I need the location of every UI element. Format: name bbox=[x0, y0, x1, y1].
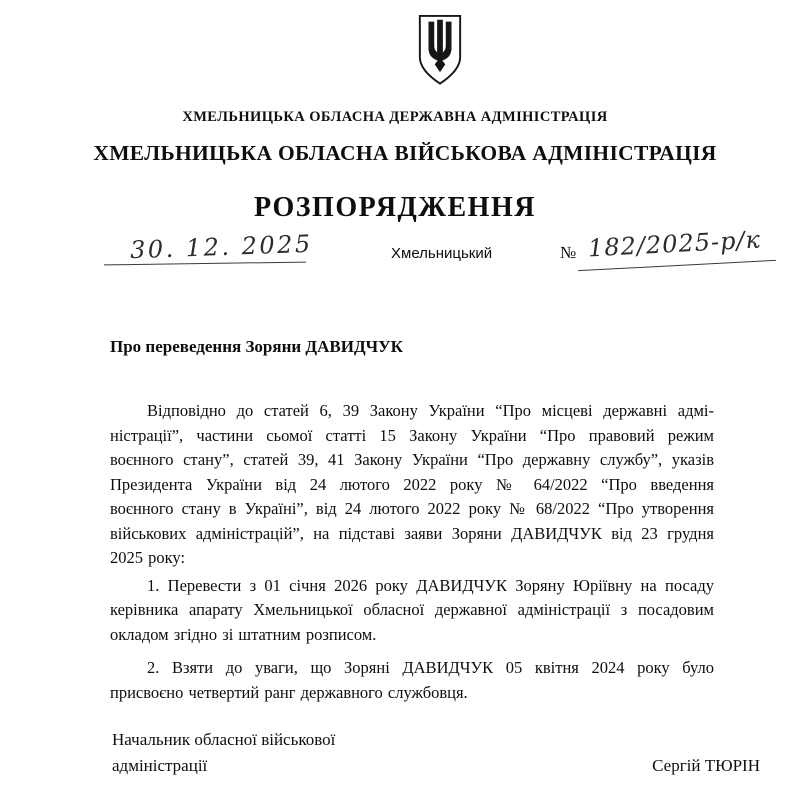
paragraph-item-2 bbox=[110, 656, 714, 705]
text-line: військових адміністрацій”, на підставі заяви Зоряни ДАВИДЧУК від 23 грудня bbox=[110, 523, 714, 543]
org-name-military-administration: ХМЕЛЬНИЦЬКА ОБЛАСНА ВІЙСЬКОВА АДМІНІСТРАЦІЯ bbox=[93, 141, 717, 165]
signatory-position-line-1: Начальник обласної військової bbox=[112, 730, 336, 749]
text-line: воєнного стану в Україні”, від 24 лютого 2022 року № 68/2022 “Про утворення bbox=[110, 499, 714, 518]
text-line: окладом згідно зі штатним розписом. bbox=[110, 624, 377, 644]
city-label: Хмельницький bbox=[391, 245, 493, 262]
text-line: воєнного стану”, статей 39, 41 Закону України “Про державну службу”, указів bbox=[110, 450, 714, 469]
text-line: присвоєно четвертий ранг державного службовця. bbox=[110, 682, 468, 702]
signatory-name: Сергій ТЮРІН bbox=[652, 756, 760, 775]
text-line: керівника апарату Хмельницької обласної державної адміністрації з посадовим bbox=[110, 600, 714, 619]
ukraine-trident-emblem-icon bbox=[416, 12, 464, 88]
paragraph-preamble bbox=[110, 399, 714, 571]
signature-block bbox=[112, 727, 760, 779]
signatory-position bbox=[112, 727, 335, 779]
text-line: Президента України від 24 лютого 2022 року № 64/2022 “Про введення bbox=[110, 474, 714, 494]
text-line: 2025 року: bbox=[110, 548, 186, 567]
document-title: РОЗПОРЯДЖЕННЯ bbox=[254, 192, 536, 223]
text-line: Відповідно до статей 6, 39 Закону України “Про місцеві державні адмі- bbox=[147, 401, 714, 420]
signatory-position-line-2: адміністрації bbox=[112, 756, 208, 775]
handwritten-date: 30. 12. 2025 bbox=[129, 229, 314, 265]
text-line: ністрації”, частини сьомої статті 15 Закону України “Про правовий режим bbox=[110, 425, 714, 445]
text-line: 1. Перевести з 01 січня 2026 року ДАВИДЧУК Зоряну Юріївну на посаду bbox=[147, 575, 714, 595]
number-underline bbox=[578, 260, 776, 271]
document-body bbox=[110, 399, 714, 705]
subject-line: Про переведення Зоряни ДАВИДЧУК bbox=[110, 337, 403, 356]
handwritten-document-number: 182/2025-р/к bbox=[587, 225, 762, 263]
text-line: 2. Взяти до уваги, що Зоряні ДАВИДЧУК 05 квітня 2024 року було bbox=[147, 658, 714, 677]
number-sign-label: № bbox=[560, 243, 577, 262]
org-name-state-administration: ХМЕЛЬНИЦЬКА ОБЛАСНА ДЕРЖАВНА АДМІНІСТРАЦІЯ bbox=[182, 109, 608, 125]
paragraph-item-1 bbox=[110, 574, 714, 648]
